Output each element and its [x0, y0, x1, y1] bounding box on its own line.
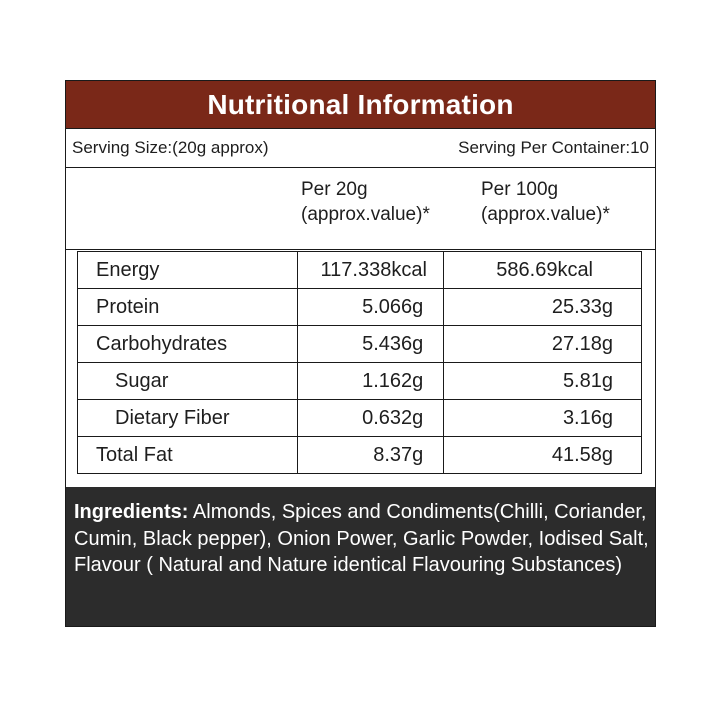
servings-per-container: Serving Per Container:10	[458, 138, 649, 157]
value-per-100g: 3.16g	[444, 400, 642, 437]
value-per-20g: 8.37g	[298, 437, 444, 474]
nutrient-name: Carbohydrates	[78, 326, 298, 363]
value-per-20g: 117.338kcal	[298, 252, 444, 289]
value-per-20g: 5.066g	[298, 289, 444, 326]
ingredients-label: Ingredients:	[74, 501, 189, 523]
value-per-20g: 5.436g	[298, 326, 444, 363]
value-per-100g: 27.18g	[444, 326, 642, 363]
column-header-per-100g: Per 100g (approx.value)*	[481, 179, 610, 225]
table-row	[78, 400, 642, 437]
table-row	[78, 289, 642, 326]
column-header-per-20g: Per 20g (approx.value)*	[301, 179, 430, 225]
nutrition-table	[77, 251, 642, 474]
value-per-20g: 1.162g	[298, 363, 444, 400]
value-per-100g: 25.33g	[444, 289, 642, 326]
value-per-100g: 586.69kcal	[444, 252, 642, 289]
table-row	[78, 437, 642, 474]
ingredients-text: Almonds, Spices and Condiments(Chilli, Coriander, Cumin, Black pepper), Onion Power, Garlic Powder, Iodised Salt, Flavour ( Natural and Nature identical Flavouring Substances)	[74, 501, 649, 576]
serving-size: Serving Size:(20g approx)	[72, 138, 269, 157]
table-row	[78, 363, 642, 400]
serving-row	[66, 128, 655, 168]
table-row	[78, 252, 642, 289]
value-per-20g: 0.632g	[298, 400, 444, 437]
value-per-100g: 41.58g	[444, 437, 642, 474]
ingredients-box	[66, 487, 655, 626]
header-divider	[66, 249, 655, 250]
nutrient-name: Protein	[78, 289, 298, 326]
value-per-100g: 5.81g	[444, 363, 642, 400]
nutrition-panel	[65, 80, 656, 627]
nutrient-name: Dietary Fiber	[78, 400, 298, 437]
nutrient-name: Energy	[78, 252, 298, 289]
panel-title: Nutritional Information	[66, 81, 655, 128]
table-row	[78, 326, 642, 363]
nutrient-name: Total Fat	[78, 437, 298, 474]
nutrient-name: Sugar	[78, 363, 298, 400]
